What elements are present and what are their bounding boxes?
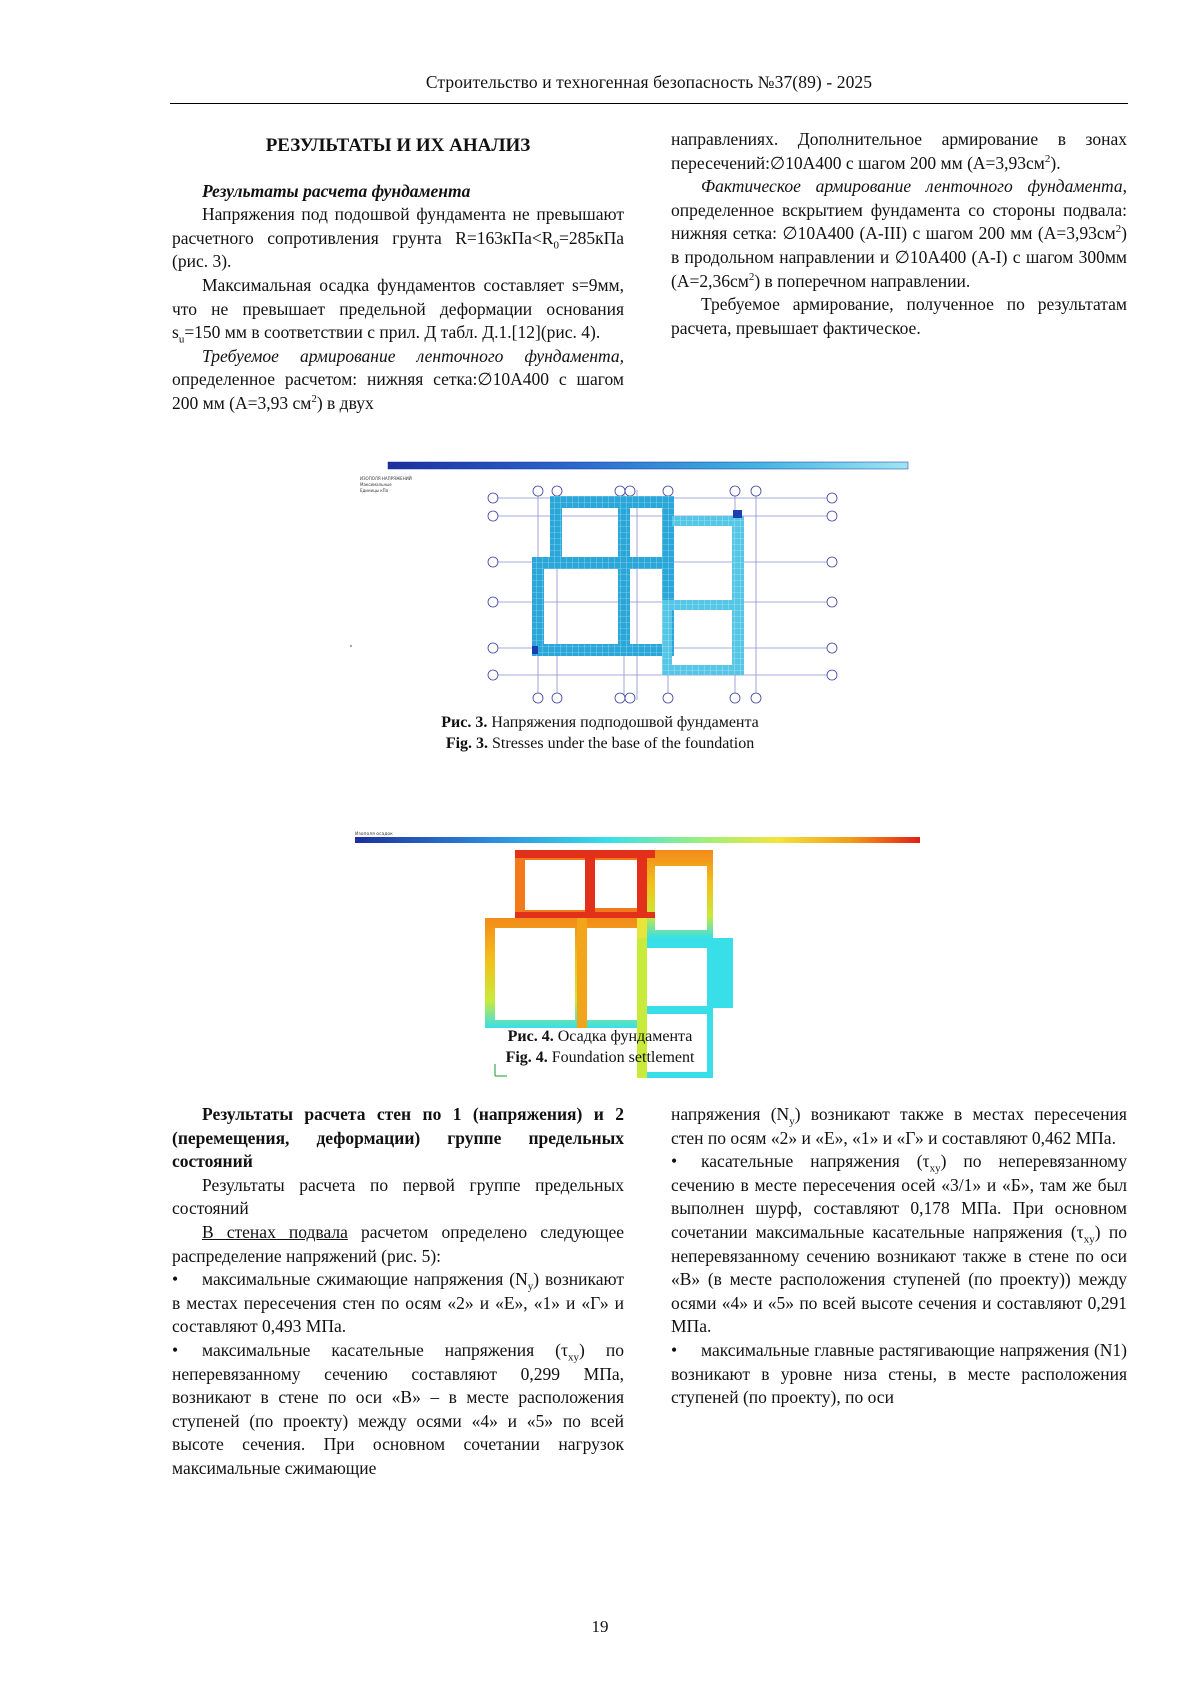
paragraph-additional-reinforcement: направлениях. Дополнительное армирование в зонах пересечений:∅10А400 с шагом 200 мм $(А=3,93см^2)$.: [671, 129, 1127, 173]
right-column-top: [671, 128, 1127, 340]
paragraph-actual-reinforcement: Фактическое армирование ленточного фундамента, определенное вскрытием фундамента со стороны подвала: нижняя сетка: ∅10А400 (А-III) с шагом 200 мм $(А=3,93см^2)$ в продольном направлении и ∅10А400 (А-I) с шагом 300мм $(А=2,36см^2)$ в поперечном направлении.: [671, 176, 1127, 291]
coordinate-axes-icon: [350, 636, 352, 646]
header-rule: [170, 103, 1128, 104]
scale-title: Изополя осадок: [355, 832, 393, 837]
figure-4-caption: [0, 1026, 1200, 1068]
legend-text-block: [360, 476, 412, 493]
color-scale-bar: [388, 462, 908, 469]
color-scale-bar: [355, 837, 920, 843]
left-column-top: [172, 128, 624, 416]
bullet-tangential-stress: • касательные напряжения $(\tau_{xy})$ по неперевязанному сечению в месте пересечения осей «3/1» и «Б», там же был выполнен шурф, составляют 0,178 МПа. При основном сочетании максимальные касательные напряжения $(\tau_{xy})$ по неперевязанному сечению возникают также в стене по оси «В» (в месте расположения ступеней (по проекту)) между осями «4» и «5» по всей высоте сечения и составляют 0,291 МПа.: [671, 1151, 1127, 1337]
paragraph-conclusion: Требуемое армирование, полученное по результатам расчета, превышает фактическое.: [671, 294, 1127, 338]
figure-3-caption-ru: Рис. 3. Напряжения подподошвой фундамента: [441, 714, 759, 731]
journal-header: Строительство и техногенная безопасность №37(89) - 2025: [425, 72, 873, 92]
figure-3-caption: [0, 712, 1200, 754]
figure-4-caption-en: Fig. 4. Foundation settlement: [505, 1049, 695, 1066]
figure-4-caption-ru: Рис. 4. Осадка фундамента: [507, 1028, 693, 1045]
subsection-title: Результаты расчета фундамента: [202, 180, 471, 201]
svg-text:Единицы кПа: Единицы кПа: [360, 488, 389, 493]
paragraph-basement-walls: В стенах подвала расчетом определено следующее распределение напряжений (рис. 5):: [172, 1221, 624, 1266]
bullet-compressive-stress: • максимальные сжимающие напряжения $(N_y)$ возникают в местах пересечения стен по осям «2» и «Е», «1» и «Г» и составляют 0,493 МПа.: [172, 1269, 624, 1337]
bullet-tensile-stress: • максимальные главные растягивающие напряжения (N1) возникают в уровне низа стены, в месте расположения ступеней (по проекту), по оси: [671, 1339, 1127, 1408]
figure-3-stress-plot: [350, 460, 930, 715]
svg-text:Максимальные: Максимальные: [360, 482, 392, 487]
paragraph-settlement: Максимальная осадка фундаментов составляет s=9мм, что не превышает предельной деформации основания $s_u=150$ мм в соответствии с прил. Д табл. Д.1.[12](рис. 4).: [172, 274, 624, 346]
right-column-bottom: [671, 1103, 1127, 1410]
svg-text:ИЗОПОЛЯ НАПРЯЖЕНИЙ: ИЗОПОЛЯ НАПРЯЖЕНИЙ: [360, 476, 412, 481]
bullet-shear-stress: • максимальные касательные напряжения $(\tau_{xy})$ по неперевязанному сечению составляют 0,299 МПа, возникают в стене по оси «В» – в месте расположения ступеней (по проекту) между осями «4» и «5» по всей высоте сечения. При основном сочетании нагрузок максимальные сжимающие: [172, 1339, 624, 1478]
walls-section-title: Результаты расчета стен по 1 (напряжения) и 2 (перемещения, деформации) группе предельных состояний: [172, 1104, 624, 1172]
paragraph-stress: Напряжения под подошвой фундамента не превышают расчетного сопротивления грунта $R=163кПа<R_0=285кПа$ (рис. 3).: [172, 204, 624, 272]
paragraph-compressive-continued: напряжения $(N_y)$ возникают также в местах пересечения стен по осям «2» и «Е», «1» и «Г» и составляют 0,462 МПа.: [671, 1104, 1127, 1148]
figure-3-caption-en: Fig. 3. Stresses under the base of the foundation: [445, 735, 755, 752]
paragraph-required-reinforcement: Требуемое армирование ленточного фундамента, определенное расчетом: нижняя сетка:∅10А400 с шагом 200 мм (А=3,93 $см^2$) в двух: [172, 345, 624, 413]
left-column-bottom: [172, 1103, 624, 1481]
paragraph-first-group: Результаты расчета по первой группе предельных состояний: [172, 1174, 624, 1219]
page-number: 19: [591, 1617, 609, 1636]
section-title: РЕЗУЛЬТАТЫ И ИХ АНАЛИЗ: [265, 135, 531, 156]
